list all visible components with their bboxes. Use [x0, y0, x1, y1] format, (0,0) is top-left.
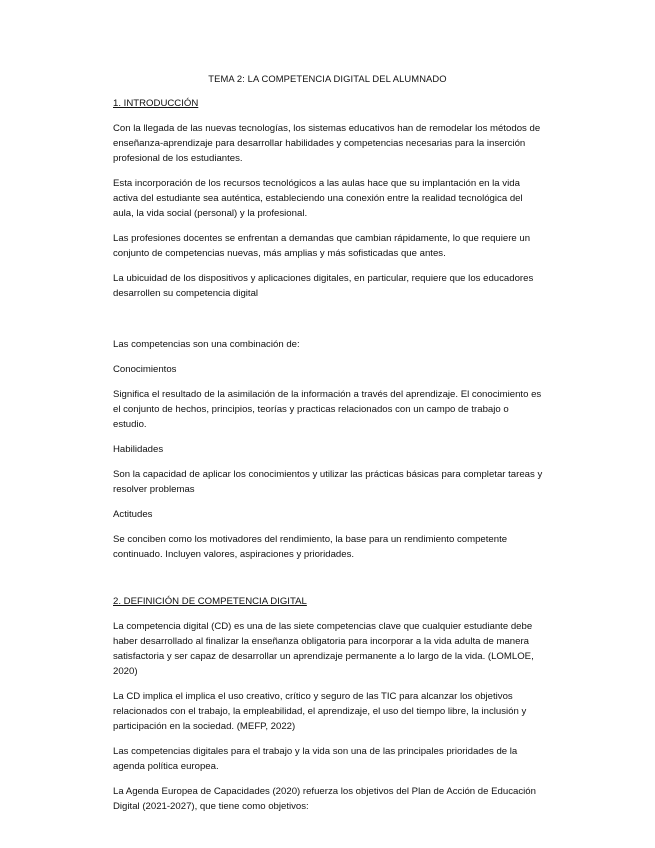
spacer [113, 311, 543, 337]
definition-paragraph-4: La Agenda Europea de Capacidades (2020) refuerza los objetivos del Plan de Acción de Educación Digital (2021-2027), que tiene como objetivos: [113, 786, 536, 812]
conocimientos-label: Conocimientos [113, 364, 177, 375]
document-title: TEMA 2: LA COMPETENCIA DIGITAL DEL ALUMNADO [208, 73, 447, 84]
definition-paragraph-3: Las competencias digitales para el trabajo y la vida son una de las principales prioridades de la agenda política europea. [113, 746, 518, 772]
definition-paragraph-2: La CD implica el implica el uso creativo, crítico y seguro de las TIC para alcanzar los objetivos relacionados con el trabajo, la empleabilidad, el aprendizaje, el uso del tiempo libre, la inclusión y participación en la sociedad. (MEFP, 2022) [113, 691, 527, 732]
spacer [113, 572, 543, 594]
habilidades-label: Habilidades [113, 444, 164, 455]
document-body [113, 96, 543, 824]
intro-paragraph-2: Esta incorporación de los recursos tecnológicos a las aulas hace que su implantación en la vida activa del estudiante sea auténtica, estableciendo una conexión entre la realidad tecnológica del aula, la vida social (personal) y la profesional. [113, 178, 523, 219]
intro-paragraph-4: La ubicuidad de los dispositivos y aplicaciones digitales, en particular, requiere que los educadores desarrollen su competencia digital [113, 273, 534, 299]
section-2-heading: 2. DEFINICIÓN DE COMPETENCIA DIGITAL [113, 596, 307, 607]
actitudes-label: Actitudes [113, 509, 153, 520]
competencias-intro: Las competencias son una combinación de: [113, 339, 300, 350]
actitudes-text: Se conciben como los motivadores del rendimiento, la base para un rendimiento competente continuado. Incluyen valores, aspiraciones y prioridades. [113, 534, 508, 560]
intro-paragraph-3: Las profesiones docentes se enfrentan a demandas que cambian rápidamente, lo que requiere un conjunto de competencias nuevas, más amplias y más sofisticadas que antes. [113, 233, 531, 259]
intro-paragraph-1: Con la llegada de las nuevas tecnologías, los sistemas educativos han de remodelar los métodos de enseñanza-aprendizaje para desarrollar habilidades y competencias necesarias para la inserción profesional de los estudiantes. [113, 123, 541, 164]
definition-paragraph-1: La competencia digital (CD) es una de las siete competencias clave que cualquier estudiante debe haber desarrollado al finalizar la enseñanza obligatoria para incorporar a la vida adulta de manera satisfactoria y ser capaz de desarrollar un aprendizaje permanente a lo largo de la vida. (LOMLOE, 2020) [113, 621, 534, 677]
habilidades-text: Son la capacidad de aplicar los conocimientos y utilizar las prácticas básicas para completar tareas y resolver problemas [113, 469, 543, 495]
conocimientos-text: Significa el resultado de la asimilación de la información a través del aprendizaje. El conocimiento es el conjunto de hechos, principios, teorías y practicas relacionados con un campo de trabajo o estudio. [113, 389, 542, 430]
section-1-heading: 1. INTRODUCCIÓN [113, 98, 199, 109]
